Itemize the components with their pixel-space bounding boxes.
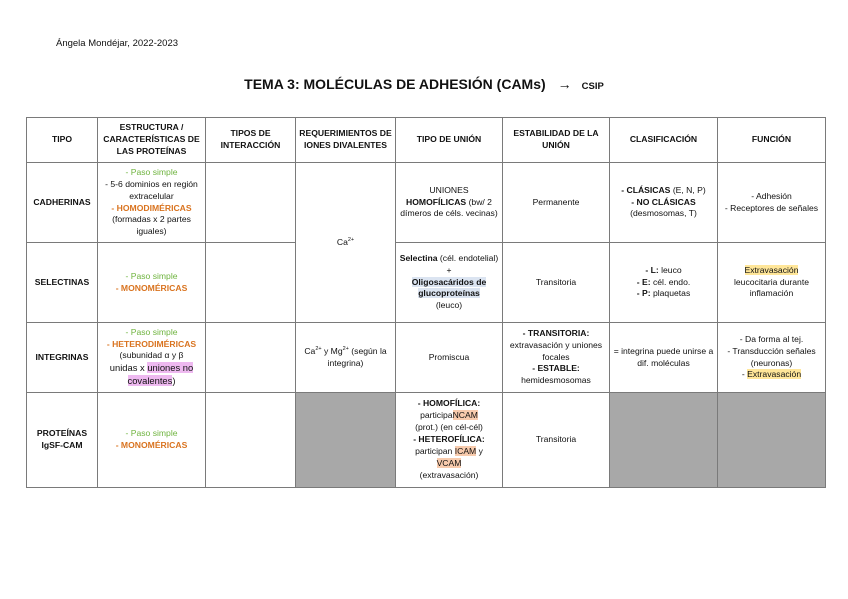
union-rest: (bw/ 2 dímeros de céls. vecinas): [400, 196, 498, 219]
extravasacion-text: (extravasación): [419, 469, 479, 480]
ion-ca: Ca: [304, 345, 316, 356]
col-header-estructura: ESTRUCTURA / CARACTERÍSTICAS DE LAS PROTEÍNAS: [98, 118, 206, 163]
row-label-integrinas: INTEGRINAS: [27, 323, 98, 393]
participa-text: participa: [420, 410, 453, 421]
cams-table: [26, 117, 826, 488]
igsf-interaccion: [206, 393, 296, 488]
dominios-text: - 5-6 dominios en región extracelular: [105, 178, 198, 201]
col-header-clasificacion: CLASIFICACIÓN: [610, 118, 718, 163]
p-label: - P:: [636, 288, 651, 299]
table-row: [27, 163, 826, 243]
funcion-dash: -: [741, 369, 745, 380]
paso-simple-text: - Paso simple: [125, 166, 178, 177]
page-title: [0, 76, 848, 92]
funcion-item: - Adhesión: [751, 190, 792, 201]
cadherinas-estabilidad: Permanente: [503, 163, 610, 243]
igsf-estructura: [98, 393, 206, 488]
ion-mg: y Mg: [324, 345, 343, 356]
cadherinas-funcion: [718, 163, 826, 243]
table-header-row: [27, 118, 826, 163]
estable-label: - ESTABLE:: [532, 363, 580, 374]
selectina-rest: (cél. endotelial): [439, 252, 499, 263]
monomericas-text: - MONOMÉRICAS: [115, 440, 188, 450]
selectinas-estructura: [98, 243, 206, 323]
integrinas-union: Promiscua: [396, 323, 503, 393]
row-label-selectinas: SELECTINAS: [27, 243, 98, 323]
cadherinas-estructura: [98, 163, 206, 243]
row-label-igsf: PROTEÍNAS IgSF-CAM: [27, 393, 98, 488]
homofilica-label: - HOMOFÍLICA:: [417, 398, 481, 409]
author-line: Ángela Mondéjar, 2022-2023: [56, 38, 179, 49]
cadherinas-interaccion: [206, 163, 296, 243]
e-text: cél. endo.: [652, 276, 691, 287]
igsf-estabilidad: Transitoria: [503, 393, 610, 488]
title-tag: CSIP: [581, 81, 604, 92]
funcion-item: - Da forma al tej.: [739, 333, 804, 344]
col-header-estabilidad: ESTABILIDAD DE LA UNIÓN: [503, 118, 610, 163]
oligosacaridos-highlight: Oligosacáridos de glucoproteínas: [411, 276, 487, 299]
no-clasicas-text: (desmosomas, T): [630, 208, 697, 219]
no-clasicas-label: - NO CLÁSICAS: [631, 196, 696, 207]
funcion-item: - Transducción señales (neuronas): [727, 345, 816, 368]
igsf-clasificacion-empty: [610, 393, 718, 488]
col-header-union: TIPO DE UNIÓN: [396, 118, 503, 163]
selectinas-clasificacion: [610, 243, 718, 323]
igsf-iones-empty: [296, 393, 396, 488]
integrinas-estructura: [98, 323, 206, 393]
transitoria-text: extravasación y uniones focales: [509, 339, 603, 362]
funcion-rest: leucocitaria durante inflamación: [733, 276, 809, 299]
ion-charge: 2+: [342, 345, 349, 352]
table-row: [27, 243, 826, 323]
union-line1: UNIONES: [429, 184, 469, 195]
iones-rest: (según la integrina): [327, 345, 387, 368]
vcam-highlight: VCAM: [436, 457, 462, 468]
ion-ca: Ca: [336, 236, 348, 247]
iones-cadherinas-selectinas: [296, 163, 396, 323]
l-label: - L:: [645, 264, 659, 275]
close-paren: ): [172, 375, 176, 387]
cadherinas-union: [396, 163, 503, 243]
integrinas-clasificacion: = integrina puede unirse a dif. moléculas: [610, 323, 718, 393]
selectinas-union: [396, 243, 503, 323]
e-label: - E:: [636, 276, 651, 287]
extravasacion-highlight: Extravasación: [747, 369, 802, 380]
integrinas-estabilidad: [503, 323, 610, 393]
transitoria-label: - TRANSITORIA:: [522, 327, 590, 338]
row-label-cadherinas: CADHERINAS: [27, 163, 98, 243]
table-row: [27, 323, 826, 393]
prot-text: (prot.) (en cél-cél): [415, 422, 483, 433]
integrinas-interaccion: [206, 323, 296, 393]
homodimericas-text: - HOMODIMÉRICAS: [111, 202, 192, 213]
ion-charge: 2+: [315, 345, 322, 352]
selectinas-estabilidad: Transitoria: [503, 243, 610, 323]
ion-charge: 2+: [347, 236, 355, 243]
estructura-note: (formadas x 2 partes iguales): [112, 214, 191, 237]
subunidad-text: (subunidad α y β: [119, 350, 184, 361]
igsf-union: [396, 393, 503, 488]
cadherinas-clasificacion: [610, 163, 718, 243]
paso-simple-text: - Paso simple: [125, 326, 178, 337]
igsf-funcion-empty: [718, 393, 826, 488]
monomericas-text: - MONOMÉRICAS: [115, 282, 188, 293]
icam-highlight: ICAM: [454, 445, 477, 456]
table-row: [27, 393, 826, 488]
l-text: leuco: [661, 264, 682, 275]
paso-simple-text: - Paso simple: [125, 270, 178, 281]
y-text: y: [478, 445, 483, 456]
integrinas-iones: [296, 323, 396, 393]
arrow-right-icon: →: [557, 76, 572, 92]
union-bold: HOMOFÍLICAS: [406, 196, 467, 207]
funcion-item: - Receptores de señales: [724, 202, 819, 213]
heterodimericas-text: - HETERODIMÉRICAS: [106, 338, 197, 349]
selectinas-funcion: [718, 243, 826, 323]
col-header-funcion: FUNCIÓN: [718, 118, 826, 163]
heterofilica-label: - HETEROFÍLICA:: [413, 434, 485, 445]
participan-text: participan: [415, 445, 453, 456]
clasicas-label: - CLÁSICAS: [621, 184, 671, 195]
col-header-interaccion: TIPOS DE INTERACCIÓN: [206, 118, 296, 163]
ncam-highlight: NCAM: [452, 410, 478, 421]
selectina-label: Selectina: [399, 252, 438, 263]
extravasacion-highlight: Extravasación: [744, 264, 799, 275]
plus-sign: +: [446, 264, 452, 275]
estable-text: hemidesmosomas: [521, 375, 591, 386]
unidas-text: unidas x: [109, 362, 145, 374]
clasicas-text: (E, N, P): [672, 184, 706, 195]
paso-simple-text: - Paso simple: [125, 428, 178, 439]
col-header-tipo: TIPO: [27, 118, 98, 163]
integrinas-funcion: [718, 323, 826, 393]
p-text: plaquetas: [652, 288, 691, 299]
leuco-text: (leuco): [435, 300, 463, 311]
uniones-no-covalentes-highlight: uniones no covalentes: [127, 362, 194, 387]
col-header-iones: REQUERIMIENTOS DE IONES DIVALENTES: [296, 118, 396, 163]
title-text: TEMA 3: MOLÉCULAS DE ADHESIÓN (CAMs): [244, 76, 546, 92]
selectinas-interaccion: [206, 243, 296, 323]
